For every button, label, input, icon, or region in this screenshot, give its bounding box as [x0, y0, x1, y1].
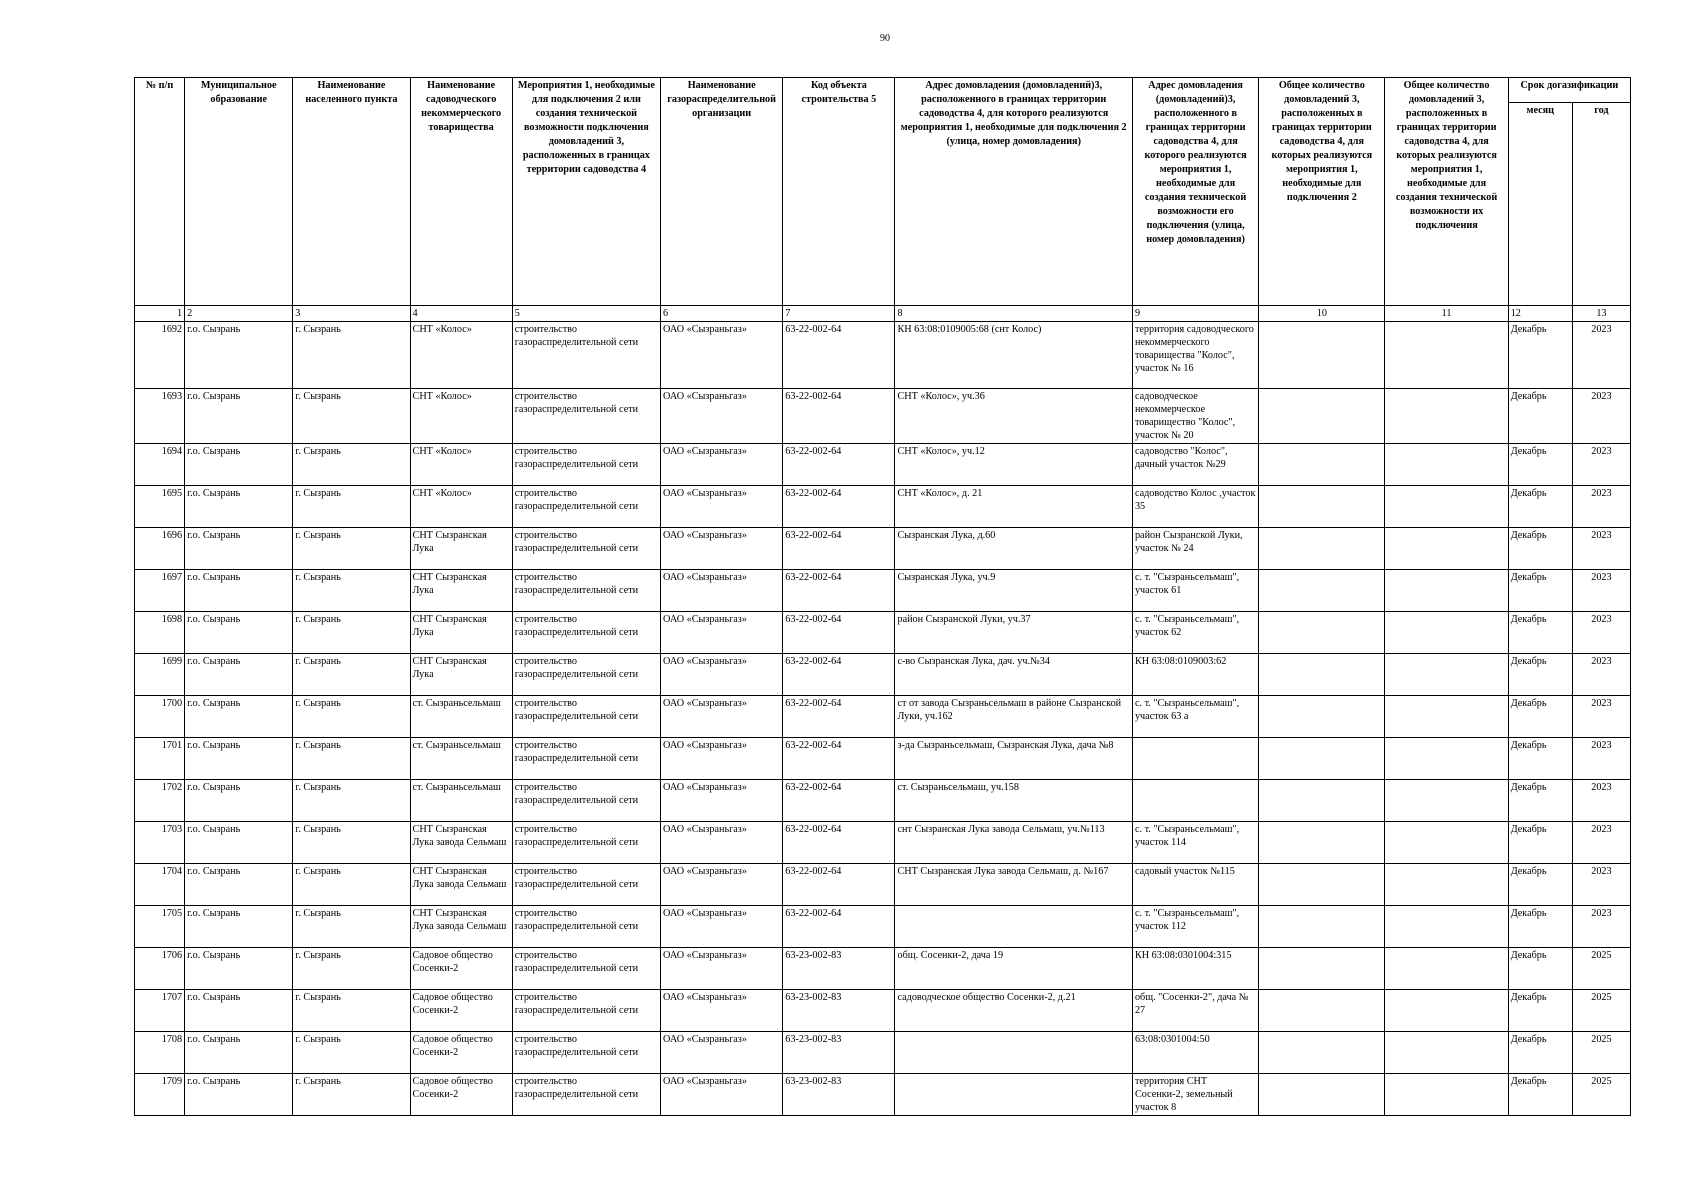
address-connection-cell: СНТ «Колос», д. 21 [895, 486, 1132, 528]
event-cell: строительство газораспределительной сети [512, 780, 660, 822]
year-cell: 2025 [1572, 1074, 1630, 1116]
count-technical-cell [1385, 864, 1508, 906]
municipality-cell: г.о. Сызрань [185, 990, 293, 1032]
municipality-cell: г.о. Сызрань [185, 528, 293, 570]
row-number: 1701 [135, 738, 185, 780]
address-connection-cell [895, 1032, 1132, 1074]
address-technical-cell: садоводство "Колос", дачный участок №29 [1132, 444, 1258, 486]
year-cell: 2023 [1572, 570, 1630, 612]
settlement-cell: г. Сызрань [293, 948, 410, 990]
header-deadline: Срок догазификации [1508, 78, 1630, 103]
count-connection-cell [1259, 948, 1385, 990]
month-cell: Декабрь [1508, 528, 1572, 570]
object-code-cell: 63-22-002-64 [783, 528, 895, 570]
row-number: 1692 [135, 322, 185, 389]
snt-cell: СНТ «Колос» [410, 444, 512, 486]
year-cell: 2023 [1572, 444, 1630, 486]
address-connection-cell: садоводческое общество Сосенки-2, д.21 [895, 990, 1132, 1032]
address-connection-cell [895, 906, 1132, 948]
count-technical-cell [1385, 738, 1508, 780]
row-number: 1696 [135, 528, 185, 570]
count-connection-cell [1259, 654, 1385, 696]
event-cell: строительство газораспределительной сети [512, 696, 660, 738]
table-row [135, 486, 1631, 528]
snt-cell: СНТ «Колос» [410, 322, 512, 389]
municipality-cell: г.о. Сызрань [185, 654, 293, 696]
table-row [135, 322, 1631, 389]
column-number: 10 [1259, 306, 1385, 322]
count-technical-cell [1385, 990, 1508, 1032]
object-code-cell: 63-23-002-83 [783, 990, 895, 1032]
address-connection-cell: Сызранская Лука, уч.9 [895, 570, 1132, 612]
count-technical-cell [1385, 948, 1508, 990]
snt-cell: ст. Сызраньсельмаш [410, 780, 512, 822]
address-connection-cell: общ. Сосенки-2, дача 19 [895, 948, 1132, 990]
count-technical-cell [1385, 654, 1508, 696]
count-connection-cell [1259, 612, 1385, 654]
count-connection-cell [1259, 570, 1385, 612]
month-cell: Декабрь [1508, 990, 1572, 1032]
table-row [135, 570, 1631, 612]
table-row [135, 822, 1631, 864]
row-number: 1697 [135, 570, 185, 612]
object-code-cell: 63-22-002-64 [783, 322, 895, 389]
event-cell: строительство газораспределительной сети [512, 990, 660, 1032]
object-code-cell: 63-22-002-64 [783, 486, 895, 528]
address-technical-cell: с. т. "Сызраньсельмаш", участок 112 [1132, 906, 1258, 948]
count-connection-cell [1259, 322, 1385, 389]
row-number: 1700 [135, 696, 185, 738]
row-number: 1704 [135, 864, 185, 906]
year-cell: 2025 [1572, 1032, 1630, 1074]
municipality-cell: г.о. Сызрань [185, 612, 293, 654]
year-cell: 2023 [1572, 738, 1630, 780]
settlement-cell: г. Сызрань [293, 444, 410, 486]
object-code-cell: 63-23-002-83 [783, 948, 895, 990]
year-cell: 2023 [1572, 864, 1630, 906]
address-connection-cell: с-во Сызранская Лука, дач. уч.№34 [895, 654, 1132, 696]
column-number: 5 [512, 306, 660, 322]
month-cell: Декабрь [1508, 738, 1572, 780]
month-cell: Декабрь [1508, 570, 1572, 612]
address-connection-cell: ст от завода Сызраньсельмаш в районе Сызранской Луки, уч.162 [895, 696, 1132, 738]
count-technical-cell [1385, 1032, 1508, 1074]
month-cell: Декабрь [1508, 444, 1572, 486]
event-cell: строительство газораспределительной сети [512, 389, 660, 444]
count-connection-cell [1259, 906, 1385, 948]
gas-org-cell: ОАО «Сызраньгаз» [661, 822, 783, 864]
year-cell: 2023 [1572, 528, 1630, 570]
event-cell: строительство газораспределительной сети [512, 570, 660, 612]
municipality-cell: г.о. Сызрань [185, 864, 293, 906]
event-cell: строительство газораспределительной сети [512, 1032, 660, 1074]
year-cell: 2025 [1572, 990, 1630, 1032]
header-count-connection: Общее количество домовладений 3, расположенных в границах территории садоводства 4, для которых реализуются мероприятия 1, необходимые для подключения 2 [1259, 78, 1385, 306]
snt-cell: СНТ Сызранская Лука завода Сельмаш [410, 906, 512, 948]
table-row [135, 780, 1631, 822]
gas-org-cell: ОАО «Сызраньгаз» [661, 486, 783, 528]
header-object-code: Код объекта строительства 5 [783, 78, 895, 306]
count-connection-cell [1259, 864, 1385, 906]
count-connection-cell [1259, 389, 1385, 444]
event-cell: строительство газораспределительной сети [512, 948, 660, 990]
header-count-technical: Общее количество домовладений 3, расположенных в границах территории садоводства 4, для которых реализуются мероприятия 1, необходимые для создания технической возможности их подключения [1385, 78, 1508, 306]
event-cell: строительство газораспределительной сети [512, 1074, 660, 1116]
table-row [135, 948, 1631, 990]
year-cell: 2023 [1572, 486, 1630, 528]
year-cell: 2025 [1572, 948, 1630, 990]
gas-org-cell: ОАО «Сызраньгаз» [661, 864, 783, 906]
count-connection-cell [1259, 696, 1385, 738]
settlement-cell: г. Сызрань [293, 696, 410, 738]
municipality-cell: г.о. Сызрань [185, 780, 293, 822]
month-cell: Декабрь [1508, 654, 1572, 696]
municipality-cell: г.о. Сызрань [185, 322, 293, 389]
count-connection-cell [1259, 1032, 1385, 1074]
gas-org-cell: ОАО «Сызраньгаз» [661, 528, 783, 570]
address-technical-cell: территория СНТ Сосенки-2, земельный участок 8 [1132, 1074, 1258, 1116]
header-address-connection: Адрес домовладения (домовладений)3, расположенного в границах территории садоводства 4, для которого реализуются мероприятия 1, необходимые для подключения 2 (улица, номер домовладения) [895, 78, 1132, 306]
row-number: 1708 [135, 1032, 185, 1074]
event-cell: строительство газораспределительной сети [512, 822, 660, 864]
gas-org-cell: ОАО «Сызраньгаз» [661, 738, 783, 780]
address-technical-cell: территория садоводческого некоммерческого товарищества "Колос", участок № 16 [1132, 322, 1258, 389]
snt-cell: СНТ Сызранская Лука [410, 570, 512, 612]
count-technical-cell [1385, 696, 1508, 738]
month-cell: Декабрь [1508, 948, 1572, 990]
year-cell: 2023 [1572, 780, 1630, 822]
address-connection-cell [895, 1074, 1132, 1116]
address-connection-cell: снт Сызранская Лука завода Сельмаш, уч.№113 [895, 822, 1132, 864]
count-connection-cell [1259, 738, 1385, 780]
snt-cell: Садовое общество Сосенки-2 [410, 1074, 512, 1116]
event-cell: строительство газораспределительной сети [512, 906, 660, 948]
gas-org-cell: ОАО «Сызраньгаз» [661, 389, 783, 444]
municipality-cell: г.о. Сызрань [185, 822, 293, 864]
object-code-cell: 63-23-002-83 [783, 1074, 895, 1116]
address-connection-cell: СНТ «Колос», уч.12 [895, 444, 1132, 486]
municipality-cell: г.о. Сызрань [185, 1032, 293, 1074]
count-technical-cell [1385, 1074, 1508, 1116]
count-connection-cell [1259, 822, 1385, 864]
month-cell: Декабрь [1508, 612, 1572, 654]
settlement-cell: г. Сызрань [293, 612, 410, 654]
month-cell: Декабрь [1508, 696, 1572, 738]
table-row [135, 990, 1631, 1032]
month-cell: Декабрь [1508, 780, 1572, 822]
row-number: 1703 [135, 822, 185, 864]
settlement-cell: г. Сызрань [293, 1032, 410, 1074]
count-technical-cell [1385, 486, 1508, 528]
count-technical-cell [1385, 612, 1508, 654]
column-number-row [135, 306, 1631, 322]
table-row [135, 864, 1631, 906]
municipality-cell: г.о. Сызрань [185, 444, 293, 486]
header-year: год [1572, 103, 1630, 306]
row-number: 1706 [135, 948, 185, 990]
row-number: 1698 [135, 612, 185, 654]
settlement-cell: г. Сызрань [293, 738, 410, 780]
municipality-cell: г.о. Сызрань [185, 1074, 293, 1116]
address-connection-cell: з-да Сызраньсельмаш, Сызранская Лука, дача №8 [895, 738, 1132, 780]
column-number: 4 [410, 306, 512, 322]
gas-org-cell: ОАО «Сызраньгаз» [661, 948, 783, 990]
table-row [135, 612, 1631, 654]
settlement-cell: г. Сызрань [293, 322, 410, 389]
address-technical-cell: 63:08:0301004:50 [1132, 1032, 1258, 1074]
table-row [135, 528, 1631, 570]
settlement-cell: г. Сызрань [293, 654, 410, 696]
column-number: 1 [135, 306, 185, 322]
column-number: 7 [783, 306, 895, 322]
address-technical-cell: садоводство Колос ,участок 35 [1132, 486, 1258, 528]
address-technical-cell: общ. "Сосенки-2", дача № 27 [1132, 990, 1258, 1032]
settlement-cell: г. Сызрань [293, 570, 410, 612]
address-technical-cell: садовый участок №115 [1132, 864, 1258, 906]
column-number: 6 [661, 306, 783, 322]
table-body [135, 322, 1631, 1116]
snt-cell: СНТ «Колос» [410, 389, 512, 444]
year-cell: 2023 [1572, 654, 1630, 696]
object-code-cell: 63-22-002-64 [783, 389, 895, 444]
row-number: 1694 [135, 444, 185, 486]
count-connection-cell [1259, 444, 1385, 486]
address-technical-cell: с. т. "Сызраньсельмаш", участок 61 [1132, 570, 1258, 612]
gas-org-cell: ОАО «Сызраньгаз» [661, 906, 783, 948]
event-cell: строительство газораспределительной сети [512, 444, 660, 486]
snt-cell: Садовое общество Сосенки-2 [410, 990, 512, 1032]
year-cell: 2023 [1572, 696, 1630, 738]
table-row [135, 654, 1631, 696]
column-number: 13 [1572, 306, 1630, 322]
row-number: 1693 [135, 389, 185, 444]
snt-cell: Садовое общество Сосенки-2 [410, 1032, 512, 1074]
header-address-technical: Адрес домовладения (домовладений)3, расположенного в границах территории садоводства 4, для которого реализуются мероприятия 1, необходимые для создания технической возможности его подключения (улица, номер домовладения) [1132, 78, 1258, 306]
gas-org-cell: ОАО «Сызраньгаз» [661, 322, 783, 389]
header-snt: Наименование садоводческого некоммерческого товарищества [410, 78, 512, 306]
table-row [135, 1074, 1631, 1116]
column-number: 8 [895, 306, 1132, 322]
month-cell: Декабрь [1508, 822, 1572, 864]
event-cell: строительство газораспределительной сети [512, 612, 660, 654]
month-cell: Декабрь [1508, 864, 1572, 906]
event-cell: строительство газораспределительной сети [512, 322, 660, 389]
address-connection-cell: СНТ «Колос», уч.36 [895, 389, 1132, 444]
row-number: 1709 [135, 1074, 185, 1116]
snt-cell: СНТ «Колос» [410, 486, 512, 528]
settlement-cell: г. Сызрань [293, 780, 410, 822]
address-technical-cell: с. т. "Сызраньсельмаш", участок 62 [1132, 612, 1258, 654]
snt-cell: СНТ Сызранская Лука завода Сельмаш [410, 864, 512, 906]
count-technical-cell [1385, 570, 1508, 612]
table-row [135, 444, 1631, 486]
address-technical-cell [1132, 780, 1258, 822]
year-cell: 2023 [1572, 612, 1630, 654]
page-number: 90 [880, 33, 890, 44]
table-row [135, 738, 1631, 780]
municipality-cell: г.о. Сызрань [185, 389, 293, 444]
gas-org-cell: ОАО «Сызраньгаз» [661, 444, 783, 486]
count-technical-cell [1385, 444, 1508, 486]
address-technical-cell [1132, 738, 1258, 780]
municipality-cell: г.о. Сызрань [185, 570, 293, 612]
snt-cell: СНТ Сызранская Лука [410, 528, 512, 570]
snt-cell: СНТ Сызранская Лука [410, 612, 512, 654]
address-connection-cell: КН 63:08:0109005:68 (снт Колос) [895, 322, 1132, 389]
gas-org-cell: ОАО «Сызраньгаз» [661, 1032, 783, 1074]
gas-org-cell: ОАО «Сызраньгаз» [661, 990, 783, 1032]
address-technical-cell: КН 63:08:0109003:62 [1132, 654, 1258, 696]
gas-org-cell: ОАО «Сызраньгаз» [661, 612, 783, 654]
object-code-cell: 63-22-002-64 [783, 780, 895, 822]
header-gas-org: Наименование газораспределительной организации [661, 78, 783, 306]
column-number: 12 [1508, 306, 1572, 322]
municipality-cell: г.о. Сызрань [185, 696, 293, 738]
object-code-cell: 63-22-002-64 [783, 654, 895, 696]
gas-org-cell: ОАО «Сызраньгаз» [661, 570, 783, 612]
count-connection-cell [1259, 780, 1385, 822]
table-row [135, 696, 1631, 738]
event-cell: строительство газораспределительной сети [512, 528, 660, 570]
snt-cell: СНТ Сызранская Лука завода Сельмаш [410, 822, 512, 864]
count-connection-cell [1259, 486, 1385, 528]
address-technical-cell: с. т. "Сызраньсельмаш", участок 114 [1132, 822, 1258, 864]
address-connection-cell: СНТ Сызранская Лука завода Сельмаш, д. №167 [895, 864, 1132, 906]
snt-cell: ст. Сызраньсельмаш [410, 696, 512, 738]
header-municipality: Муниципальное образование [185, 78, 293, 306]
gas-org-cell: ОАО «Сызраньгаз» [661, 780, 783, 822]
gas-org-cell: ОАО «Сызраньгаз» [661, 1074, 783, 1116]
object-code-cell: 63-22-002-64 [783, 864, 895, 906]
table-row [135, 1032, 1631, 1074]
count-technical-cell [1385, 822, 1508, 864]
month-cell: Декабрь [1508, 906, 1572, 948]
header-settlement: Наименование населенного пункта [293, 78, 410, 306]
year-cell: 2023 [1572, 906, 1630, 948]
object-code-cell: 63-22-002-64 [783, 906, 895, 948]
table-row [135, 389, 1631, 444]
year-cell: 2023 [1572, 322, 1630, 389]
row-number: 1707 [135, 990, 185, 1032]
settlement-cell: г. Сызрань [293, 990, 410, 1032]
municipality-cell: г.о. Сызрань [185, 948, 293, 990]
settlement-cell: г. Сызрань [293, 528, 410, 570]
settlement-cell: г. Сызрань [293, 906, 410, 948]
event-cell: строительство газораспределительной сети [512, 486, 660, 528]
header-row [135, 78, 1631, 103]
municipality-cell: г.о. Сызрань [185, 738, 293, 780]
gas-org-cell: ОАО «Сызраньгаз» [661, 696, 783, 738]
count-technical-cell [1385, 906, 1508, 948]
count-technical-cell [1385, 528, 1508, 570]
object-code-cell: 63-22-002-64 [783, 696, 895, 738]
settlement-cell: г. Сызрань [293, 486, 410, 528]
event-cell: строительство газораспределительной сети [512, 864, 660, 906]
event-cell: строительство газораспределительной сети [512, 738, 660, 780]
object-code-cell: 63-22-002-64 [783, 570, 895, 612]
snt-cell: ст. Сызраньсельмаш [410, 738, 512, 780]
address-technical-cell: КН 63:08:0301004:315 [1132, 948, 1258, 990]
month-cell: Декабрь [1508, 1032, 1572, 1074]
count-technical-cell [1385, 322, 1508, 389]
object-code-cell: 63-22-002-64 [783, 822, 895, 864]
municipality-cell: г.о. Сызрань [185, 906, 293, 948]
column-number: 9 [1132, 306, 1258, 322]
header-events: Мероприятия 1, необходимые для подключения 2 или создания технической возможности подключения домовладений 3, расположенных в границах территории садоводства 4 [512, 78, 660, 306]
row-number: 1702 [135, 780, 185, 822]
snt-cell: Садовое общество Сосенки-2 [410, 948, 512, 990]
month-cell: Декабрь [1508, 486, 1572, 528]
count-technical-cell [1385, 780, 1508, 822]
gas-org-cell: ОАО «Сызраньгаз» [661, 654, 783, 696]
address-connection-cell: район Сызранской Луки, уч.37 [895, 612, 1132, 654]
count-connection-cell [1259, 528, 1385, 570]
event-cell: строительство газораспределительной сети [512, 654, 660, 696]
settlement-cell: г. Сызрань [293, 1074, 410, 1116]
count-connection-cell [1259, 1074, 1385, 1116]
settlement-cell: г. Сызрань [293, 822, 410, 864]
month-cell: Декабрь [1508, 389, 1572, 444]
address-technical-cell: район Сызранской Луки, участок № 24 [1132, 528, 1258, 570]
municipality-cell: г.о. Сызрань [185, 486, 293, 528]
header-number: № п/п [135, 78, 185, 306]
object-code-cell: 63-22-002-64 [783, 738, 895, 780]
address-connection-cell: ст. Сызраньсельмаш, уч.158 [895, 780, 1132, 822]
object-code-cell: 63-22-002-64 [783, 444, 895, 486]
object-code-cell: 63-22-002-64 [783, 612, 895, 654]
column-number: 3 [293, 306, 410, 322]
table-row [135, 906, 1631, 948]
column-number: 11 [1385, 306, 1508, 322]
row-number: 1695 [135, 486, 185, 528]
object-code-cell: 63-23-002-83 [783, 1032, 895, 1074]
settlement-cell: г. Сызрань [293, 389, 410, 444]
address-technical-cell: с. т. "Сызраньсельмаш", участок 63 а [1132, 696, 1258, 738]
gasification-table [134, 77, 1631, 1116]
year-cell: 2023 [1572, 822, 1630, 864]
row-number: 1699 [135, 654, 185, 696]
count-technical-cell [1385, 389, 1508, 444]
column-number: 2 [185, 306, 293, 322]
settlement-cell: г. Сызрань [293, 864, 410, 906]
month-cell: Декабрь [1508, 322, 1572, 389]
snt-cell: СНТ Сызранская Лука [410, 654, 512, 696]
header-month: месяц [1508, 103, 1572, 306]
address-connection-cell: Сызранская Лука, д.60 [895, 528, 1132, 570]
month-cell: Декабрь [1508, 1074, 1572, 1116]
address-technical-cell: садоводческое некоммерческое товарищество "Колос", участок № 20 [1132, 389, 1258, 444]
year-cell: 2023 [1572, 389, 1630, 444]
row-number: 1705 [135, 906, 185, 948]
count-connection-cell [1259, 990, 1385, 1032]
